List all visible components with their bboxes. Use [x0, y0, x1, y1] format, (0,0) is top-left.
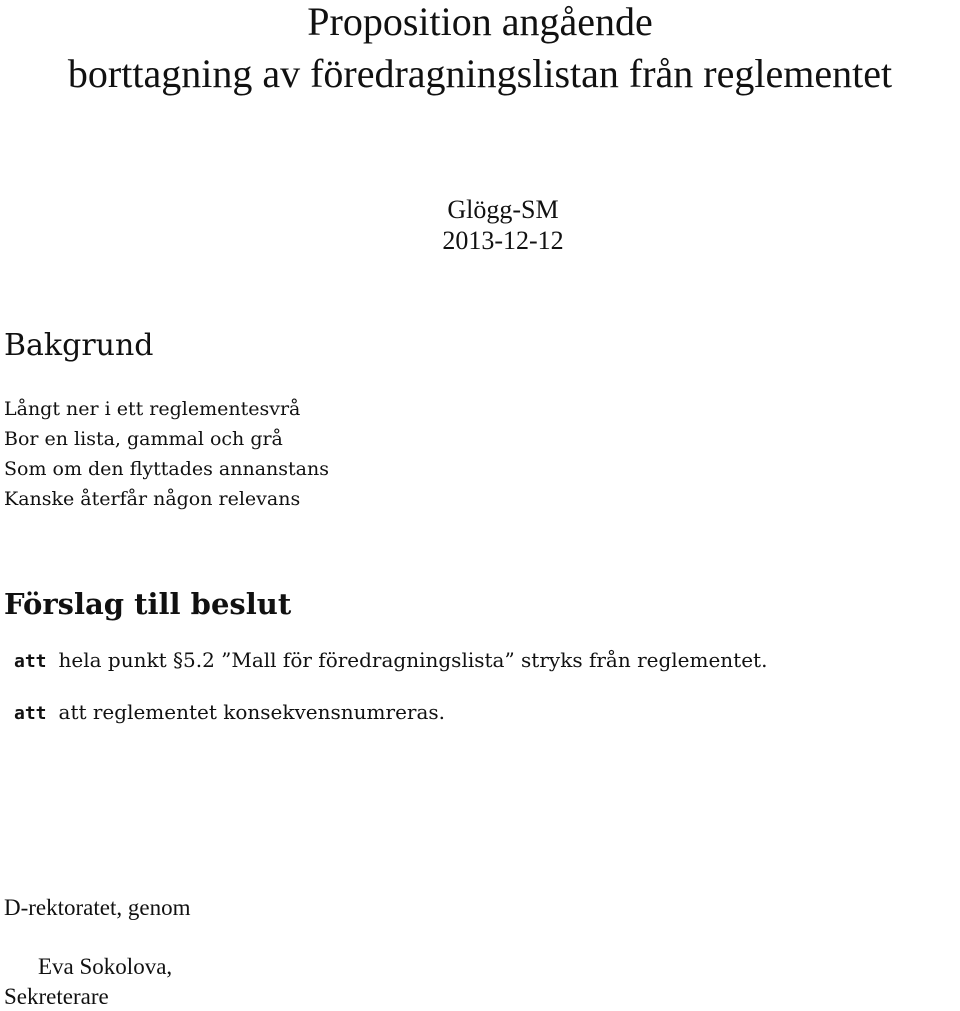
document-date: 2013-12-12: [442, 226, 564, 255]
organization: Glögg-SM: [447, 195, 559, 224]
proposal-heading: Förslag till beslut: [4, 587, 292, 621]
verse-line: Bor en lista, gammal och grå: [4, 428, 283, 450]
verse-line: Kanske återfår någon relevans: [4, 488, 301, 510]
background-heading: Bakgrund: [4, 328, 154, 363]
motion-text: att reglementet konsekvensnumreras.: [58, 700, 446, 724]
verse-line: Långt ner i ett reglementesvrå: [4, 398, 301, 420]
motion-keyword: att: [14, 703, 47, 724]
title-line-1: Proposition angående: [307, 0, 653, 44]
background-verse: [4, 394, 329, 514]
signature-intro: D-rektoratet, genom: [4, 895, 191, 920]
signature-role: Sekreterare: [4, 984, 109, 1009]
motion-item: [14, 647, 767, 675]
signature-name: Eva Sokolova,: [38, 954, 173, 979]
motion-item: [14, 699, 445, 727]
title-line-2: borttagning av föredragningslistan från reglementet: [67, 51, 893, 96]
verse-line: Som om den flyttades annanstans: [4, 458, 329, 480]
motion-keyword: att: [14, 651, 47, 672]
motion-text: hela punkt §5.2 ”Mall för föredragningslista” stryks från reglementet.: [58, 648, 768, 672]
